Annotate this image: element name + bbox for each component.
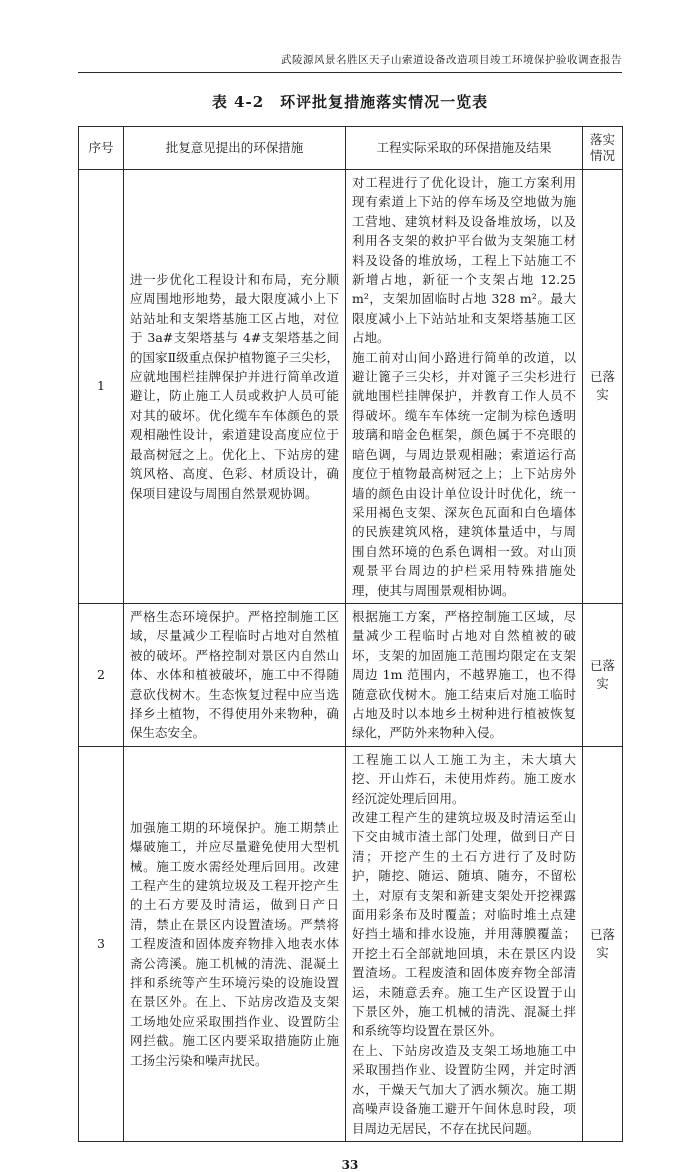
measure-paragraph: 加强施工期的环境保护。施工期禁止爆破施工，并应尽量避免使用大型机械。施工废水需经处理后回用。改建工程产生的建筑垃圾及工程开挖产生的土石方要及时清运，做到日产日清，禁止在景区内设置渣场。严禁将工程废渣和固体废弃物排入地表水体斋公湾溪。施工机械的清洗、混凝土拌和系统等产生环境污染的设施设置在景区外。在上、下站房改造及支架工场地处应采取围挡作业、设置防尘网拦截。施工区内要采取措施防止施工扬尘污染和噪声扰民。 — [130, 819, 339, 1068]
status-cell: 已落实 — [583, 603, 623, 746]
measure-paragraph: 严格生态环境保护。严格控制施工区域，尽量减少工程临时占地对自然植被的破坏。严格控制对景区内自然山体、水体和植被破坏，施工中不得随意砍伐树木。生态恢复过程中应当选择乡土植物，不得使用外来物种，确保生态安全。 — [130, 608, 339, 741]
col-header-actual: 工程实际采取的环保措施及结果 — [346, 127, 583, 170]
status-cell: 已落实 — [583, 170, 623, 604]
table-header — [79, 127, 623, 170]
actual-paragraph: 在上、下站房改造及支架工场地施工中采取围挡作业、设置防尘网，并定时洒水，干燥天气加大了洒水频次。施工期高噪声设备施工避开午间休息时段，项目周边无居民，不存在扰民问题。 — [352, 1042, 576, 1136]
actual-paragraph: 改建工程产生的建筑垃圾及时清运至山下交由城市渣土部门处理，做到日产日清；开挖产生的土石方进行了及时防护，随挖、随运、随填、随夯，不留松土，对原有支架和新建支架处开挖裸露面用彩条布及时覆盖；对临时堆土点建好挡土墙和排水设施，并用薄膜覆盖；开挖土石全部就地回填，未在景区内设置渣场。工程废渣和固体废弃物全部清运，未随意丢弃。施工生产区设置于山下景区外，施工机械的清洗、混凝土拌和系统等均设置在景区外。 — [352, 810, 576, 1039]
actual-measure-cell — [346, 603, 583, 746]
measure-paragraph: 进一步优化工程设计和布局，充分顺应周围地形地势，最大限度减小上下站站址和支架塔基施工区占地，对位于 3a#支架塔基与 4#支架塔基之间的国家Ⅱ级重点保护植物篦子三尖杉，应就地围栏挂牌保护并进行简单改道避让，防止施工人员或救护人员可能对其的破坏。优化缆车车体颜色的景观相融性设计，索道建设高度应位于最高树冠之上。优化上、下站房的建筑风格、高度、色彩、材质设计，确保项目建设与周围自然景观协调。 — [130, 272, 339, 501]
col-header-status: 落实情况 — [583, 127, 623, 170]
actual-measure-cell — [346, 746, 583, 1141]
col-header-measure: 批复意见提出的环保措施 — [124, 127, 346, 170]
table-body — [79, 170, 623, 1142]
header-row — [79, 127, 623, 170]
page-title: 表 4-2 环评批复措施落实情况一览表 — [211, 93, 489, 111]
actual-measure-cell — [346, 170, 583, 604]
table-row — [79, 746, 623, 1141]
approved-measure-cell — [124, 746, 346, 1141]
report-header — [78, 52, 622, 73]
actual-paragraph: 工程施工以人工施工为主，未大填大挖、开山炸石，未使用炸药。施工废水经沉淀处理后回用。 — [352, 751, 576, 806]
approved-measure-cell — [124, 603, 346, 746]
actual-paragraph: 根据施工方案，严格控制施工区域，尽量减少工程临时占地对自然植被的破坏，支架的加固施工范围均限定在支架周边 1m 范围内，不越界施工，也不得随意砍伐树木。施工结束后对施工临时占地及时以本地乡土树种进行植被恢复绿化，严防外来物种入侵。 — [352, 608, 576, 741]
actual-paragraph: 施工前对山间小路进行简单的改道，以避让篦子三尖杉，并对篦子三尖杉进行就地围栏挂牌保护，并教育工作人员不得破坏。缆车车体统一定制为棕色透明玻璃和暗金色框架，颜色属于不亮眼的暗色调，与周边景观相融；索道运行高度位于植物最高树冠之上；上下站房外墙的颜色由设计单位设计时优化，统一采用褐色支架、深灰色瓦面和白色墙体的民族建筑风格，建筑体量适中，与周围自然环境的色系色调相一致。对山顶观景平台周边的护栏采用特殊措施处理，使其与周围景观相协调。 — [352, 349, 576, 598]
report-header-text: 武陵源风景名胜区天子山索道设备改造项目竣工环境保护验收调查报告 — [281, 54, 622, 66]
approved-measure-cell — [124, 170, 346, 604]
row-number: 3 — [79, 746, 124, 1141]
row-number: 1 — [79, 170, 124, 604]
table-row — [79, 603, 623, 746]
status-cell: 已落实 — [583, 746, 623, 1141]
row-number: 2 — [79, 603, 124, 746]
table-row — [79, 170, 623, 604]
actual-paragraph: 对工程进行了优化设计，施工方案利用现有索道上下站的停车场及空地做为施工营地、建筑材料及设备堆放场，以及利用各支架的救护平台做为支架施工材料及设备的堆放场，工程上下站施工不新增占地，新征一个支架占地 12.25 m²，支架加固临时占地 328 m²。最大限度减小上下站站址和支架塔基施工区占地。 — [352, 175, 576, 346]
page-number: 33 — [341, 1157, 359, 1172]
col-header-no: 序号 — [79, 127, 124, 170]
